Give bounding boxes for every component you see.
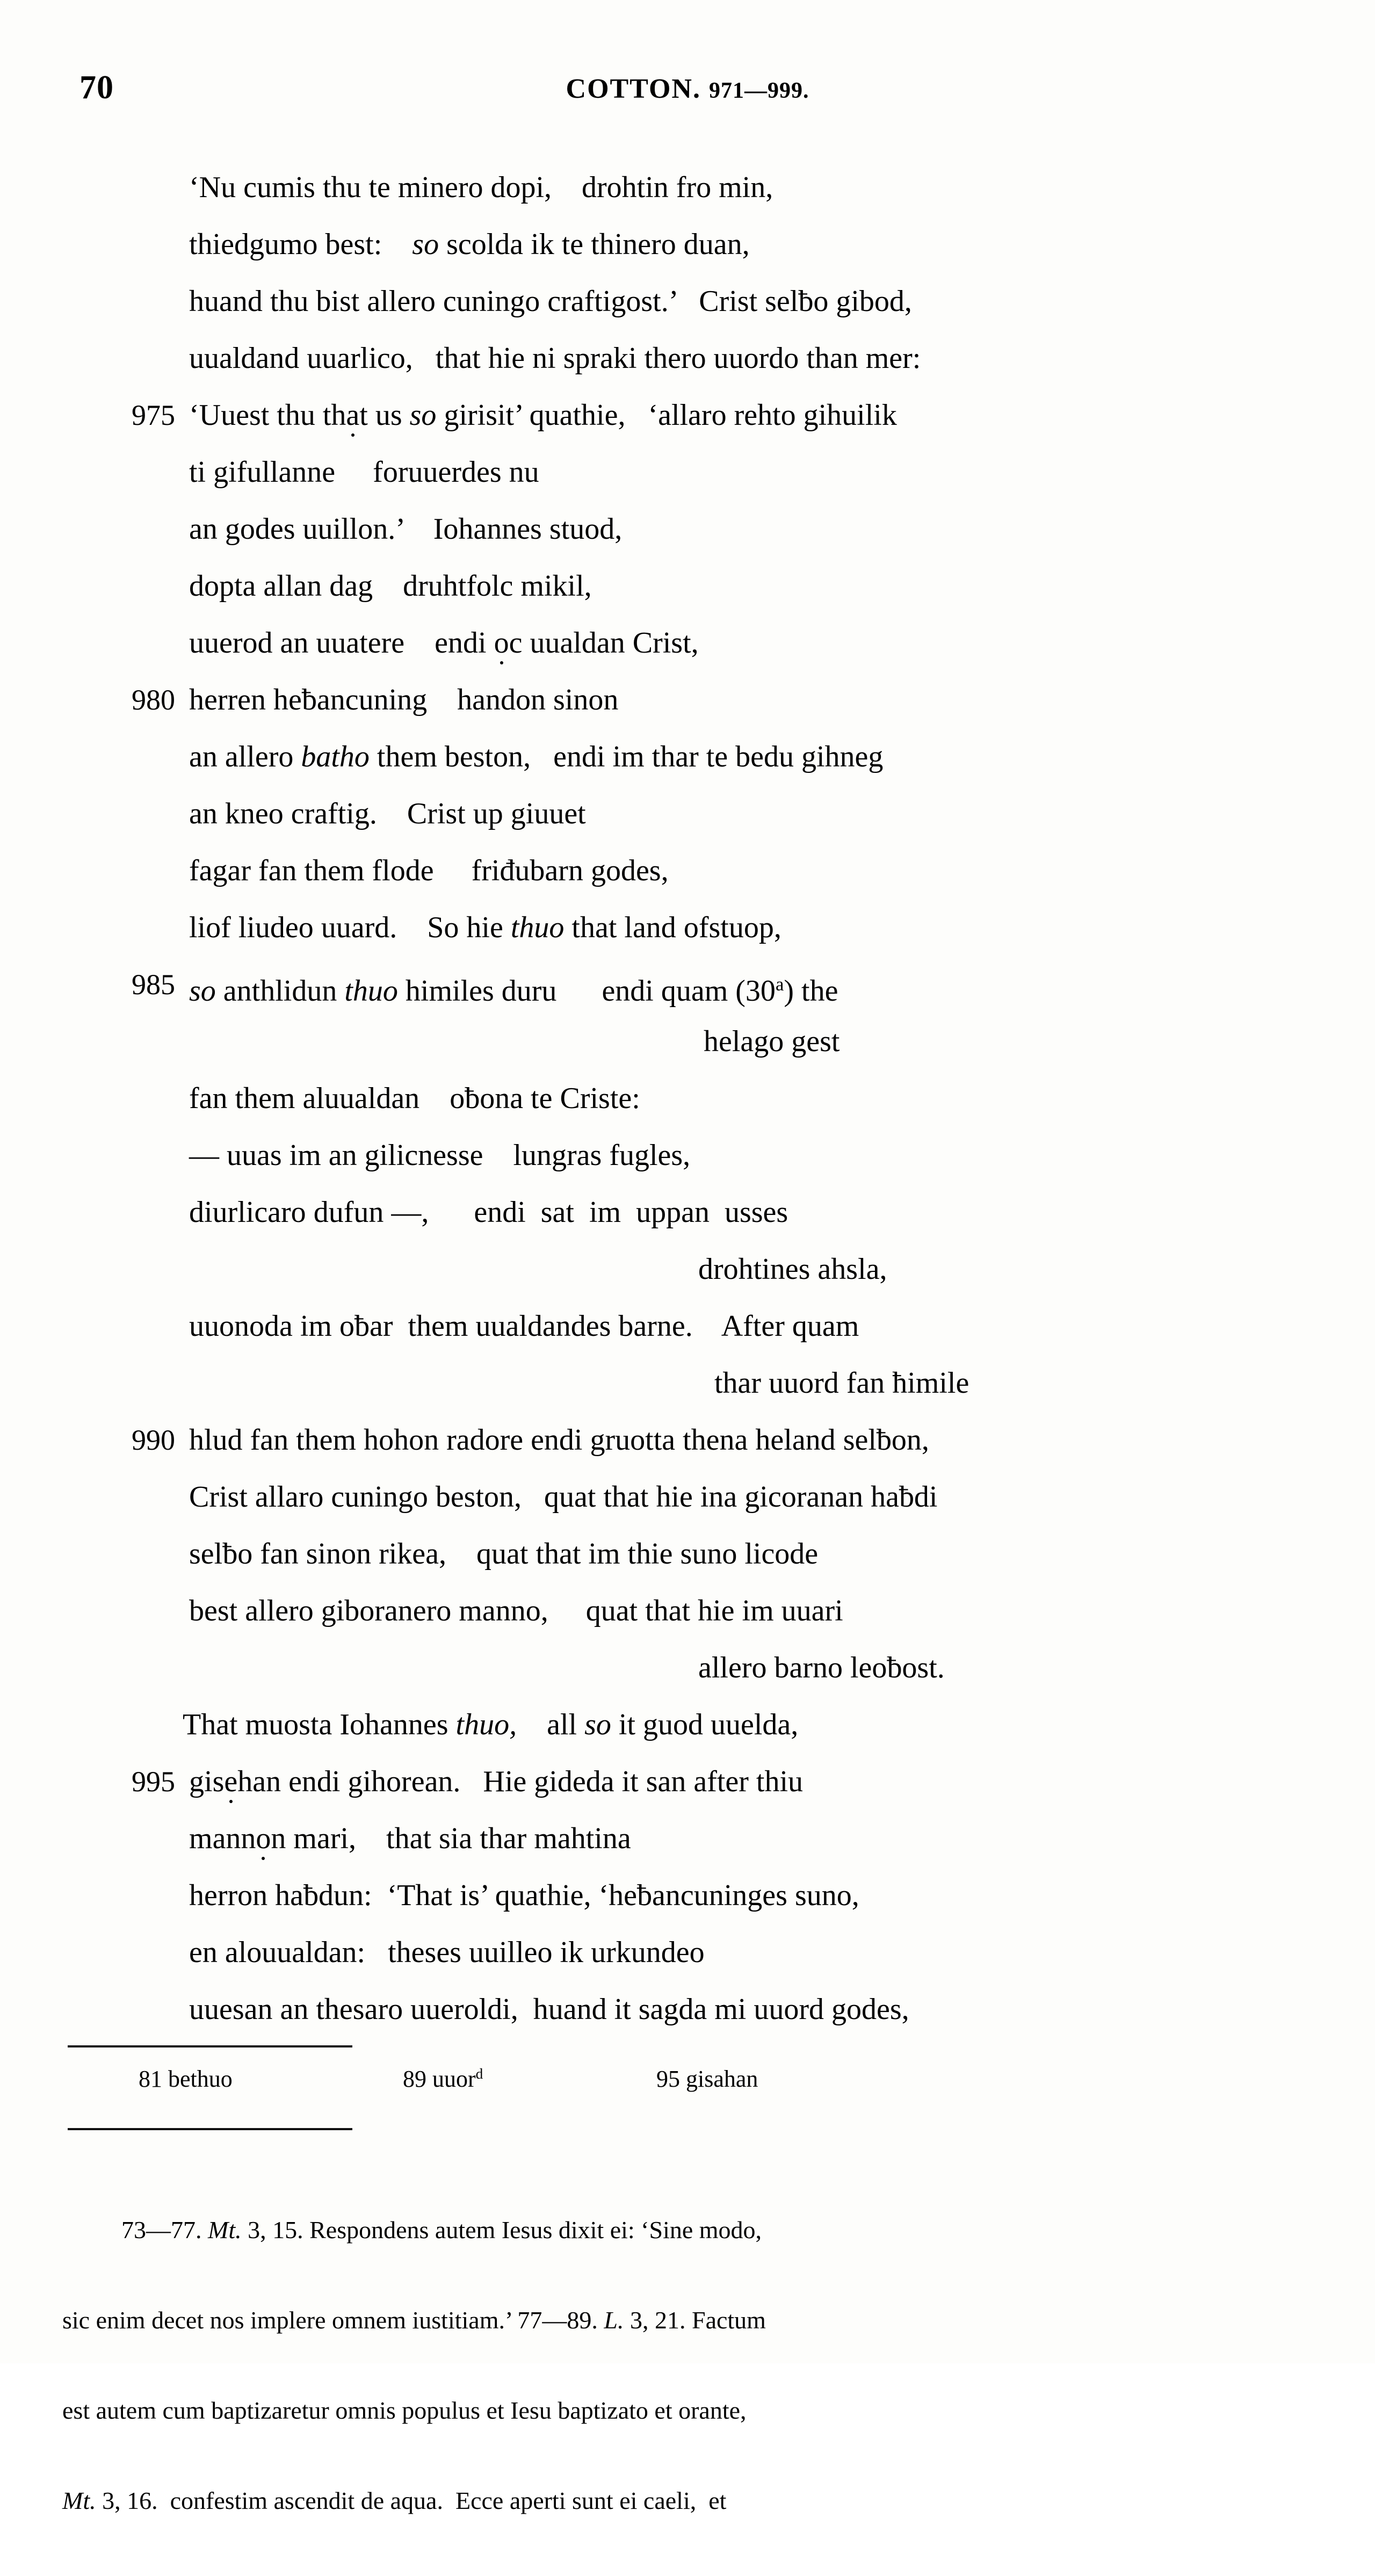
verse-line-text: diurlicaro dufun —, endi sat im uppan usses — [189, 1196, 788, 1229]
verse-line-text: thar uuord fan ħimile — [714, 1366, 969, 1400]
verse-line — [0, 330, 1375, 387]
verse-line-text: liof liudeo uuard. So hie thuo that land ofstuop, — [189, 911, 781, 944]
verse-line-number: 980 — [132, 684, 175, 716]
italic-word: so — [412, 228, 439, 261]
verse-line-text: uuesan an thesaro uueroldi, huand it sagda mi uuord godes, — [189, 1993, 909, 2026]
apparatus-rule-top — [68, 2045, 352, 2047]
footnote-source-sigil-2: L. — [604, 2306, 624, 2334]
verse-line — [0, 1184, 1375, 1241]
verse-line-text: huand thu bist allero cuningo craftigost.’ Crist selƀo gibod, — [189, 285, 912, 318]
verse-line-text: thiedgumo best: so scolda ik te thinero duan, — [189, 228, 750, 261]
verse-line — [0, 671, 1375, 728]
verse-line — [0, 273, 1375, 330]
footnote-line-3: est autem cum baptizaretur omnis populus et Iesu baptizato et orante, — [62, 2397, 747, 2424]
apparatus-entry-89-superscript: d — [475, 2066, 483, 2082]
verse-line-text: ‘Uuest thu that us so girisit’ quathie, ‘allaro rehto gihuilik — [189, 399, 897, 432]
verse-line — [0, 444, 1375, 501]
verse-line-number: 985 — [132, 968, 175, 1001]
footnote-latin-2c: 3, 21. Factum — [629, 2306, 766, 2334]
verse-line-text: an godes uuillon.’ Iohannes stuod, — [189, 512, 623, 546]
verse-line-text: helago gest — [704, 1025, 840, 1058]
folio-marker-superscript: a — [775, 974, 784, 995]
dot-under-letter: a — [346, 399, 360, 432]
verse-line — [0, 1753, 1375, 1810]
italic-word: thuo — [344, 974, 398, 1008]
verse-line — [0, 1639, 1375, 1696]
expunctuated-word: oc — [494, 626, 523, 660]
verse-line — [0, 614, 1375, 671]
verse-line — [0, 216, 1375, 273]
verse-line-text: best allero giboranero manno, quat that hie im uuari — [189, 1594, 843, 1627]
verse-line — [0, 728, 1375, 785]
italic-word: thuo — [510, 911, 565, 944]
dot-under-letter: o — [256, 1822, 271, 1855]
verse-line-number: 990 — [132, 1424, 175, 1456]
footnote-latin-1: Respondens autem Iesus dixit ei: ‘Sine modo, — [309, 2216, 762, 2244]
verse-line-text: an kneo craftig. Crist up giuuet — [189, 797, 586, 830]
verse-line — [0, 387, 1375, 444]
dot-under-letter: o — [494, 626, 509, 660]
expunctuated-word: mannon — [189, 1822, 286, 1855]
verse-line-text: Crist allaro cuningo beston, quat that hie ina gicoranan haƀdi — [189, 1480, 938, 1514]
italic-word: so — [584, 1708, 611, 1741]
footnote-latin-4b: 3, 16. confestim ascendit de aqua. Ecce aperti sunt ei caeli, et — [102, 2487, 727, 2514]
footnote-latin-2a: sic enim decet nos implere omnem iustitiam.’ 77—89. — [62, 2306, 598, 2334]
footnote-verse-ref: 73—77. — [121, 2216, 202, 2244]
verse-line-text: an allero batho them beston, endi im thar te bedu gihneg — [189, 740, 884, 773]
verse-line — [0, 1810, 1375, 1867]
footnote-citation: 3, 15. — [248, 2216, 303, 2244]
verse-line-text: herron haƀdun: ‘That is’ quathie, ‘heƀancuninges suno, — [189, 1879, 859, 1912]
italic-word: batho — [301, 740, 370, 773]
verse-line — [0, 1013, 1375, 1070]
verse-line-text: fan them aluualdan oƀona te Criste: — [189, 1082, 640, 1115]
verse-line — [0, 1412, 1375, 1468]
verse-line — [0, 1924, 1375, 1981]
verse-line-text: allero barno leoƀost. — [698, 1651, 945, 1684]
verse-line — [0, 558, 1375, 614]
footnote-line-1 — [62, 2215, 1314, 2245]
verse-line-text: ti gifullanne foruuerdes nu — [189, 455, 539, 489]
verse-line-text: herren heƀancuning handon sinon — [189, 683, 619, 717]
expunctuated-word: gisehan — [189, 1765, 281, 1798]
verse-line-text: fagar fan them flode friđubarn godes, — [189, 854, 669, 887]
verse-line — [0, 1525, 1375, 1582]
folio-marker: (30$^a$) — [735, 974, 794, 1008]
verse-line — [0, 1070, 1375, 1127]
verse-line-text: en alouualdan: theses uuilleo ik urkundeo — [189, 1936, 705, 1969]
verse-line — [0, 501, 1375, 558]
verse-line — [0, 956, 1375, 1013]
expunctuated-word: that — [322, 399, 368, 432]
head-manuscript-name: COTTON. — [566, 74, 701, 104]
italic-word: thuo, — [455, 1708, 517, 1741]
footnote-source-sigil-3: Mt. — [62, 2487, 96, 2514]
folio-number: 70 — [79, 69, 114, 106]
verse-line-text: mannon mari, that sia thar mahtina — [189, 1822, 631, 1855]
footnote-line-4 — [62, 2486, 1314, 2516]
head-verse-range: 971—999. — [708, 78, 809, 103]
verse-line-number: 995 — [132, 1765, 175, 1798]
verse-line — [0, 1696, 1375, 1753]
verse-line-text: ‘Nu cumis thu te minero dopi, drohtin fro min, — [189, 171, 773, 204]
verse-line-text: That muosta Iohannes thuo, all so it guod uuelda, — [183, 1708, 799, 1741]
verse-line — [0, 1867, 1375, 1924]
running-head — [0, 69, 1375, 106]
verse-line-text: selƀo fan sinon rikea, quat that im thie suno licode — [189, 1537, 819, 1571]
footnote-source-sigil: Mt. — [208, 2216, 242, 2244]
apparatus-entry-89 — [403, 2065, 483, 2093]
italic-word: so — [189, 974, 216, 1008]
verse-line — [0, 1298, 1375, 1355]
verse-line — [0, 785, 1375, 842]
verse-line — [0, 1981, 1375, 2038]
verse-line — [0, 842, 1375, 899]
verse-line-text: uuerod an uuatere endi oc uualdan Crist, — [189, 626, 699, 660]
verse-block — [0, 159, 1375, 2038]
verse-line — [0, 1241, 1375, 1298]
verse-line — [0, 159, 1375, 216]
apparatus-entry-95: 95 gisahan — [656, 2066, 758, 2092]
verse-line — [0, 899, 1375, 956]
verse-line-number: 975 — [132, 399, 175, 431]
verse-line — [0, 1468, 1375, 1525]
verse-line-text: dopta allan dag druhtfolc mikil, — [189, 569, 592, 603]
verse-line-text: uuonoda im oƀar them uualdandes barne. After quam — [189, 1309, 859, 1343]
dot-under-letter: e — [224, 1765, 238, 1798]
verse-line-text: drohtines ahsla, — [698, 1253, 887, 1286]
verse-line-text: so anthlidun thuo himiles duru endi quam (30$^a$) the — [189, 974, 838, 1008]
verse-line-text: gisehan endi gihorean. Hie gideda it san after thiu — [189, 1765, 804, 1798]
verse-line-text: uualdand uuarlico, that hie ni spraki thero uuordo than mer: — [189, 342, 921, 375]
verse-line — [0, 1582, 1375, 1639]
apparatus-entry-81: 81 bethuo — [139, 2066, 233, 2092]
footnote-line-2 — [62, 2305, 1314, 2335]
verse-line-text: hlud fan them hohon radore endi gruotta thena heland selƀon, — [189, 1423, 929, 1457]
verse-line — [0, 1355, 1375, 1412]
italic-word: so — [409, 399, 437, 432]
verse-line — [0, 1127, 1375, 1184]
latin-footnote — [62, 2155, 1314, 2576]
verse-line-text: — uuas im an gilicnesse lungras fugles, — [189, 1139, 691, 1172]
page-title — [0, 73, 1375, 105]
apparatus-entry-89-text: 89 uuor — [403, 2066, 476, 2092]
